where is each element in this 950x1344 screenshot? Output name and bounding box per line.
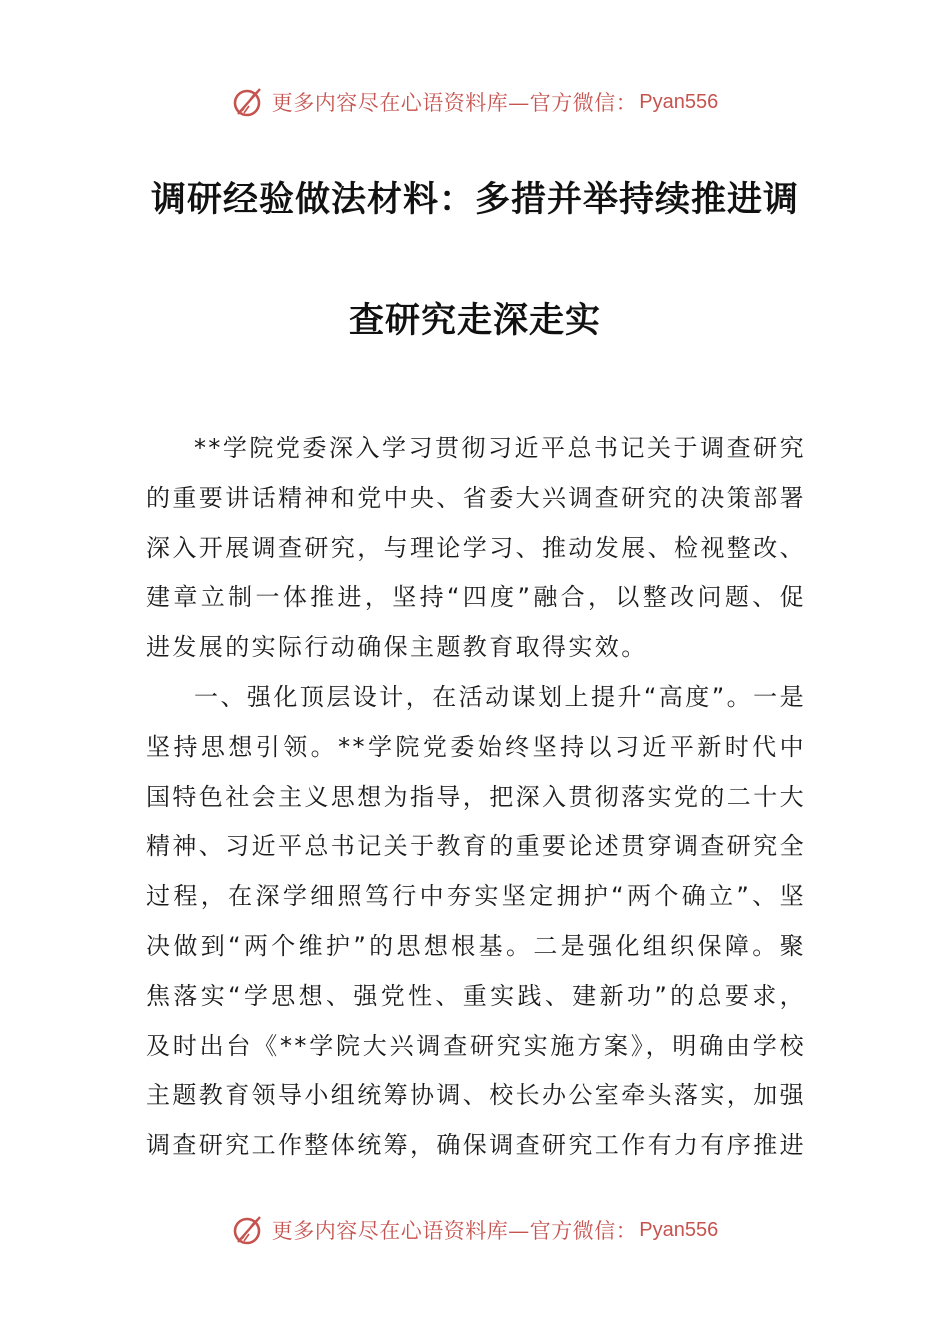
watermark-wechat-id: Pyan556 [639, 1218, 719, 1241]
watermark-text: 更多内容尽在心语资料库—官方微信： [271, 1219, 638, 1243]
watermark-wechat-id: Pyan556 [639, 90, 719, 113]
header-watermark-banner [0, 80, 950, 124]
document-title-line-2: 查研究走深走实 [348, 301, 601, 341]
feather-pen-logo-icon [232, 85, 266, 119]
footer-watermark-banner [0, 1208, 950, 1252]
paragraph-intro: **学院党委深入学习贯彻习近平总书记关于调查研究的重要讲话精神和党中央、省委大兴调查研究的决策部署深入开展调查研究，与理论学习、推动发展、检视整改、建章立制一体推进，坚持“四度”融合，以整改问题、促进发展的实际行动确保主题教育取得实效。 [146, 434, 806, 662]
document-title-line-1: 调研经验做法材料：多措并举持续推进调 [150, 180, 799, 220]
watermark-text: 更多内容尽在心语资料库—官方微信： [271, 91, 638, 115]
feather-pen-logo-icon [232, 1213, 266, 1247]
paragraph-section-1: 一、强化顶层设计，在活动谋划上提升“高度”。一是坚持思想引领。**学院党委始终坚持以习近平新时代中国特色社会主义思想为指导，把深入贯彻落实党的二十大精神、习近平总书记关于教育的重要论述贯穿调查研究全过程，在深学细照笃行中夯实坚定拥护“两个确立”、坚决做到“两个维护”的思想根基。二是强化组织保障。聚焦落实“学思想、强党性、重实践、建新功”的总要求，及时出台《**学院大兴调查研究实施方案》，明确由学校主题教育领导小组统筹协调、校长办公室牵头落实，加强调查研究工作整体统筹，确保调查研究工作有力有序推进 [146, 682, 806, 1160]
document-body [146, 424, 806, 1171]
